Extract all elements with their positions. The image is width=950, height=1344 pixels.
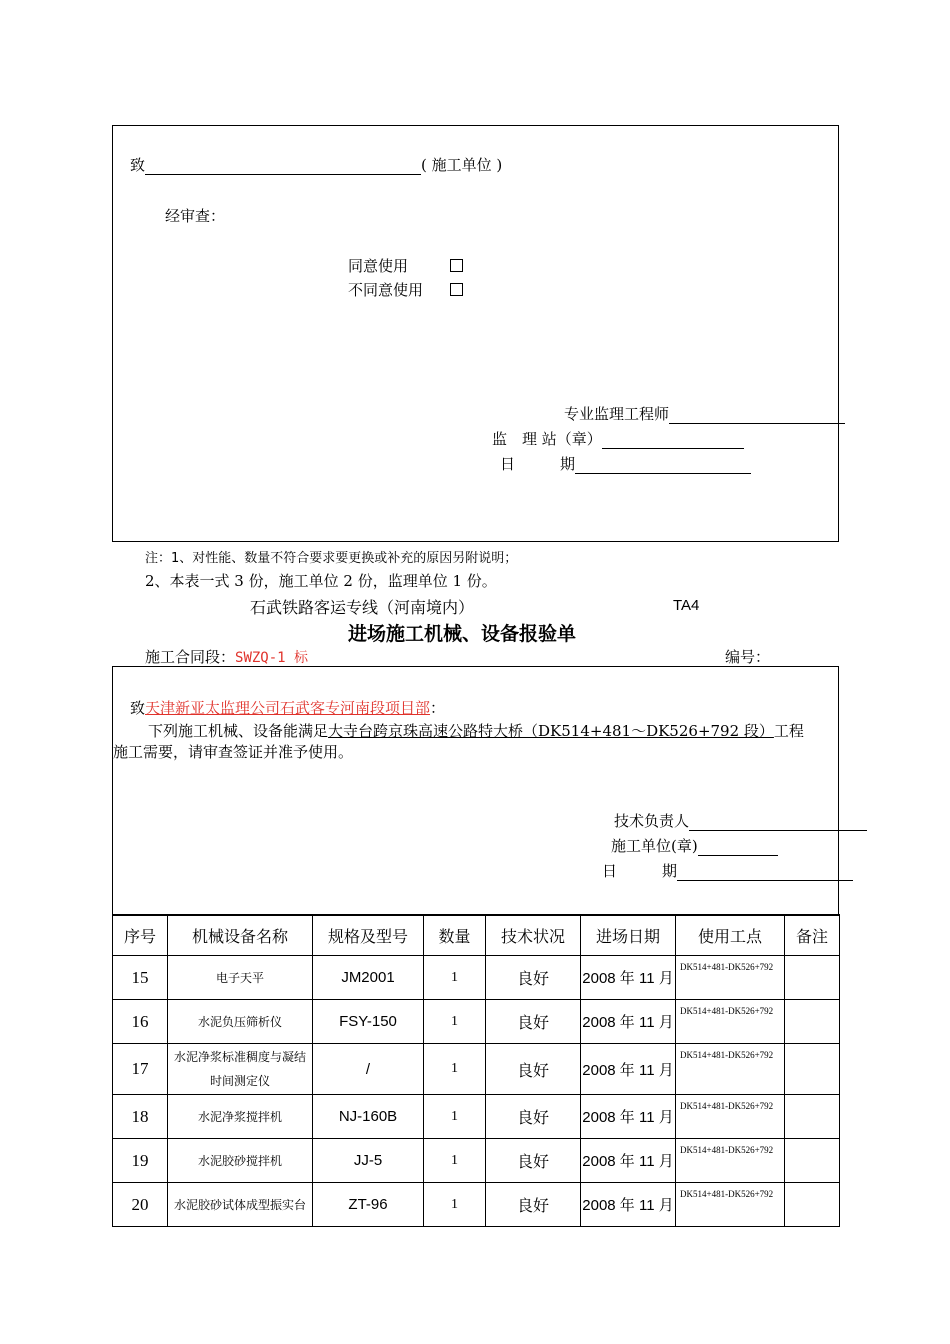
cell-model: NJ-160B <box>313 1095 424 1139</box>
cell-status: 良好 <box>486 1095 581 1139</box>
approval-date-label: 日 期 <box>500 455 576 473</box>
cell-date: 2008 年 11 月 <box>581 956 676 1000</box>
unit-blank[interactable] <box>698 837 778 856</box>
cell-site: DK514+481-DK526+792 <box>676 1000 785 1044</box>
form-title: 进场施工机械、设备报验单 <box>348 623 577 645</box>
cell-qty: 1 <box>424 1139 486 1183</box>
contract-value: SWZQ-1 标 <box>235 650 309 666</box>
cell-model: JM2001 <box>313 956 424 1000</box>
table-row <box>113 956 840 1000</box>
cell-qty: 1 <box>424 1000 486 1044</box>
cell-name: 水泥胶砂搅拌机 <box>168 1139 313 1183</box>
station-label: 监 理 站（章） <box>492 430 602 448</box>
table-row <box>113 1139 840 1183</box>
application-to-line <box>130 697 445 718</box>
cell-seq: 15 <box>113 956 168 1000</box>
unit-label: 施工单位(章) <box>611 837 698 855</box>
agree-label: 同意使用 <box>348 257 409 275</box>
application-date-label: 日 期 <box>602 862 678 880</box>
body-suffix: 工程 <box>773 722 804 740</box>
disagree-checkbox[interactable] <box>450 283 463 296</box>
contract-label: 施工合同段： <box>145 648 236 666</box>
cell-note <box>785 1095 840 1139</box>
disagree-option[interactable] <box>348 279 463 300</box>
contract-line <box>145 646 308 667</box>
cell-seq: 17 <box>113 1044 168 1095</box>
cell-note <box>785 1183 840 1227</box>
cell-site: DK514+481-DK526+792 <box>676 1139 785 1183</box>
cell-name: 水泥负压筛析仪 <box>168 1000 313 1044</box>
cell-status: 良好 <box>486 1183 581 1227</box>
cell-qty: 1 <box>424 1044 486 1095</box>
cell-note <box>785 1139 840 1183</box>
approval-box <box>112 125 839 542</box>
header-date: 进场日期 <box>581 915 676 956</box>
approval-to-suffix: ( 施工单位 ) <box>421 156 503 174</box>
station-blank[interactable] <box>602 430 744 449</box>
supervision-company: 天津新亚太监理公司石武客专河南段项目部 <box>145 699 431 717</box>
cell-model: JJ-5 <box>313 1139 424 1183</box>
equipment-table <box>112 914 840 1227</box>
note-2: 2、本表一式 3 份，施工单位 2 份，监理单位 1 份。 <box>145 572 497 590</box>
header-qty: 数量 <box>424 915 486 956</box>
cell-name: 水泥净浆搅拌机 <box>168 1095 313 1139</box>
cell-note <box>785 1044 840 1095</box>
cell-date: 2008 年 11 月 <box>581 1183 676 1227</box>
body-project: 大寺台跨京珠高速公路特大桥（DK514+481～DK526+792 段） <box>328 722 774 740</box>
cell-site: DK514+481-DK526+792 <box>676 1183 785 1227</box>
approval-to-blank[interactable] <box>145 156 421 175</box>
tech-lead-label: 技术负责人 <box>614 812 690 830</box>
unit-seal-line <box>611 835 778 856</box>
agree-checkbox[interactable] <box>450 259 463 272</box>
note-1: 注：1、对性能、数量不符合要求要更换或补充的原因另附说明； <box>145 551 518 566</box>
table-row <box>113 1000 840 1044</box>
cell-seq: 18 <box>113 1095 168 1139</box>
approval-to-line <box>130 154 502 175</box>
table-row <box>113 1044 840 1095</box>
cell-site: DK514+481-DK526+792 <box>676 1044 785 1095</box>
cell-name: 电子天平 <box>168 956 313 1000</box>
cell-seq: 20 <box>113 1183 168 1227</box>
cell-status: 良好 <box>486 1044 581 1095</box>
application-date-blank[interactable] <box>677 862 853 881</box>
cell-date: 2008 年 11 月 <box>581 1139 676 1183</box>
cell-model: / <box>313 1044 424 1095</box>
table-row <box>113 1183 840 1227</box>
cell-note <box>785 1000 840 1044</box>
header-name: 机械设备名称 <box>168 915 313 956</box>
body-prefix: 下列施工机械、设备能满足 <box>148 722 329 740</box>
cell-qty: 1 <box>424 1183 486 1227</box>
header-seq: 序号 <box>113 915 168 956</box>
cell-status: 良好 <box>486 1139 581 1183</box>
number-label: 编号： <box>725 648 771 666</box>
cell-date: 2008 年 11 月 <box>581 1095 676 1139</box>
application-body-line2: 施工需要，请审查签证并准予使用。 <box>113 743 354 761</box>
tech-lead-blank[interactable] <box>689 812 867 831</box>
header-note: 备注 <box>785 915 840 956</box>
application-body-line1 <box>148 720 804 741</box>
application-date-line <box>602 860 853 881</box>
cell-qty: 1 <box>424 956 486 1000</box>
reviewed-label: 经审查： <box>165 207 226 225</box>
agree-option[interactable] <box>348 255 463 276</box>
cell-status: 良好 <box>486 956 581 1000</box>
cell-name: 水泥胶砂试体成型振实台 <box>168 1183 313 1227</box>
table-header-row <box>113 915 840 956</box>
disagree-label: 不同意使用 <box>348 281 424 299</box>
approval-to-label: 致 <box>130 156 146 174</box>
engineer-blank[interactable] <box>669 405 845 424</box>
header-status: 技术状况 <box>486 915 581 956</box>
cell-qty: 1 <box>424 1095 486 1139</box>
cell-status: 良好 <box>486 1000 581 1044</box>
engineer-signature-line <box>564 403 845 424</box>
tech-lead-line <box>614 810 867 831</box>
header-model: 规格及型号 <box>313 915 424 956</box>
cell-name: 水泥净浆标准稠度与凝结时间测定仪 <box>168 1044 313 1095</box>
cell-site: DK514+481-DK526+792 <box>676 1095 785 1139</box>
approval-date-line <box>500 453 751 474</box>
project-name: 石武铁路客运专线（河南境内） <box>250 598 475 617</box>
cell-seq: 19 <box>113 1139 168 1183</box>
cell-seq: 16 <box>113 1000 168 1044</box>
cell-date: 2008 年 11 月 <box>581 1000 676 1044</box>
cell-note <box>785 956 840 1000</box>
application-to-label: 致 <box>130 699 146 717</box>
form-code: TA4 <box>673 597 700 614</box>
application-to-colon: ： <box>430 699 446 717</box>
cell-model: ZT-96 <box>313 1183 424 1227</box>
cell-date: 2008 年 11 月 <box>581 1044 676 1095</box>
engineer-label: 专业监理工程师 <box>564 405 670 423</box>
cell-site: DK514+481-DK526+792 <box>676 956 785 1000</box>
table-row <box>113 1095 840 1139</box>
cell-model: FSY-150 <box>313 1000 424 1044</box>
approval-date-blank[interactable] <box>575 455 751 474</box>
header-site: 使用工点 <box>676 915 785 956</box>
station-seal-line <box>492 428 744 449</box>
